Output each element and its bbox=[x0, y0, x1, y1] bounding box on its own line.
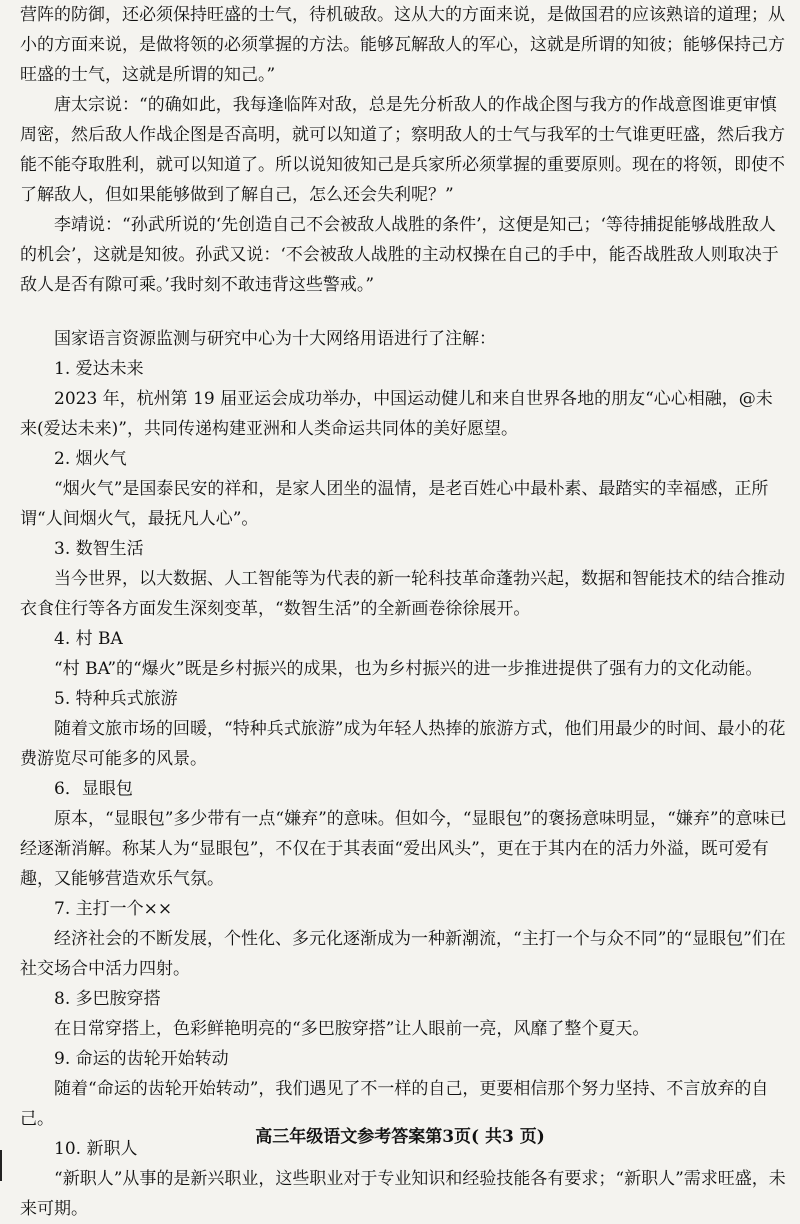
term-body: 原本，“显眼包”多少带有一点“嫌弃”的意味。但如今，“显眼包”的褒扬意味明显，“嫌弃”的意味已经逐渐消解。称某人为“显眼包”，不仅在于其表面“爱出风头”，更在于其内在的活力外溢，既可爱有趣，又能够营造欢乐气氛。 bbox=[20, 809, 787, 889]
term-heading: 6．显眼包 bbox=[54, 779, 133, 799]
term-body: “新职人”从事的是新兴职业，这些职业对于专业知识和经验技能各有要求；“新职人”需求旺盛，未来可期。 bbox=[20, 1169, 786, 1219]
term-heading: 3. 数智生活 bbox=[54, 539, 144, 559]
term-heading: 9. 命运的齿轮开始转动 bbox=[54, 1049, 229, 1069]
term-body: 当今世界，以大数据、人工智能等为代表的新一轮科技革命蓬勃兴起，数据和智能技术的结合推动衣食住行等各方面发生深刻变革，“数智生活”的全新画卷徐徐展开。 bbox=[20, 569, 785, 619]
term-body: 随着文旅市场的回暖，“特种兵式旅游”成为年轻人热捧的旅游方式，他们用最少的时间、最小的花费游览尽可能多的风景。 bbox=[20, 719, 786, 769]
scan-edge-line bbox=[0, 1150, 2, 1181]
dialogue-paragraph-2: 唐太宗说：“的确如此，我每逢临阵对敌，总是先分析敌人的作战企图与我方的作战意图谁更审慎周密，然后敌人作战企图是否高明，就可以知道了；察明敌人的士气与我军的士气谁更旺盛，然后我方能不能夺取胜利，就可以知道了。所以说知彼知己是兵家所必须掌握的重要原则。现在的将领，即使不了解敌人，但如果能够做到了解自己，怎么还会失利呢？” bbox=[20, 95, 785, 205]
term-heading: 5. 特种兵式旅游 bbox=[54, 689, 178, 709]
term-body: “村 BA”的“爆火”既是乡村振兴的成果，也为乡村振兴的进一步推进提供了强有力的文化动能。 bbox=[54, 659, 763, 679]
term-heading: 10. 新职人 bbox=[54, 1139, 138, 1159]
term-heading: 2. 烟火气 bbox=[54, 449, 127, 469]
term-body: 在日常穿搭上，色彩鲜艳明亮的“多巴胺穿搭”让人眼前一亮，风靡了整个夏天。 bbox=[54, 1019, 650, 1039]
intro-line: 国家语言资源监测与研究中心为十大网络用语进行了注解： bbox=[54, 329, 496, 349]
term-heading: 8. 多巴胺穿搭 bbox=[54, 989, 161, 1009]
term-heading: 1. 爱达未来 bbox=[54, 359, 144, 379]
term-heading: 7. 主打一个×× bbox=[54, 899, 173, 919]
term-body: 经济社会的不断发展，个性化、多元化逐渐成为一种新潮流，“主打一个与众不同”的“显眼包”们在社交场合中活力四射。 bbox=[20, 929, 786, 979]
page-footer: 高三年级语文参考答案第3页( 共3 页) bbox=[255, 1127, 545, 1147]
term-heading: 4. 村 BA bbox=[54, 629, 123, 649]
term-body: “烟火气”是国泰民安的祥和，是家人团坐的温情，是老百姓心中最朴素、最踏实的幸福感，正所谓“人间烟火气，最抚凡人心”。 bbox=[20, 479, 769, 529]
term-body: 随着“命运的齿轮开始转动”，我们遇见了不一样的自己，更要相信那个努力坚持、不言放弃的自己。 bbox=[20, 1079, 769, 1129]
section-gap bbox=[20, 300, 788, 324]
dialogue-paragraph-1: 营阵的防御，还必须保持旺盛的士气，待机破敌。这从大的方面来说，是做国君的应该熟谙的道理；从小的方面来说，是做将领的必须掌握的方法。能够瓦解敌人的军心，这就是所谓的知彼；能够保持己方旺盛的士气，这就是所谓的知己。” bbox=[20, 5, 785, 85]
dialogue-paragraph-3: 李靖说：“孙武所说的‘先创造自己不会被敌人战胜的条件’，这便是知己；‘等待捕捉能够战胜敌人的机会’，这就是知彼。孙武又说：‘不会被敌人战胜的主动权操在自己的手中，能否战胜敌人则取决于敌人是否有隙可乘。’我时刻不敢违背这些警戒。” bbox=[20, 215, 779, 295]
term-body: 2023 年，杭州第 19 届亚运会成功举办，中国运动健儿和来自世界各地的朋友“心心相融，@未来(爱达未来)”，共同传递构建亚洲和人类命运共同体的美好愿望。 bbox=[20, 389, 773, 439]
